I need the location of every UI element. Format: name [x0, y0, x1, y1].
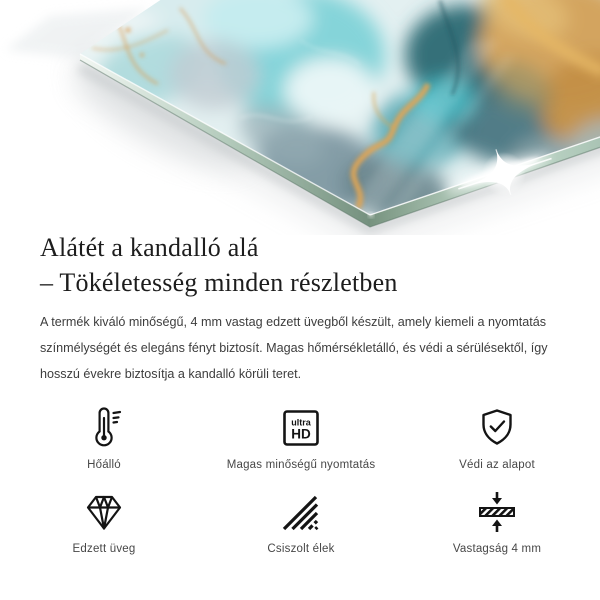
- feature-label: Védi az alapot: [459, 459, 535, 471]
- glass-hearth-pad-render: [0, 0, 600, 235]
- features-grid: [0, 404, 600, 556]
- feature-icon-box: [476, 404, 518, 452]
- feature-icon-box: [281, 404, 321, 452]
- feature-polished-edges: [208, 488, 394, 556]
- feature-label: Hőálló: [87, 459, 121, 471]
- title-line-1: Alátét a kandalló alá: [40, 233, 259, 262]
- description-line: színmélységét és elegáns fényt biztosít. Magas hőmérsékletálló, és védi a sérülésektől, így: [40, 341, 548, 355]
- ultra-hd-badge-line-1: ultra: [291, 417, 311, 428]
- feature-heat-resistant: [0, 404, 208, 472]
- polished-edges-icon: [281, 492, 321, 532]
- ultra-hd-badge-line-2: HD: [291, 426, 311, 442]
- title-line-2: – Tökéletesség minden részletben: [40, 267, 398, 297]
- diamond-icon: [82, 491, 126, 533]
- feature-icon-box: [82, 404, 126, 452]
- feature-label: Edzett üveg: [72, 543, 136, 555]
- feature-icon-box: [281, 488, 321, 536]
- description-line: hosszú évekre biztosítja a kandalló körüli teret.: [40, 367, 302, 381]
- feature-label: Csiszolt élek: [267, 543, 335, 555]
- thermometer-icon: [82, 405, 126, 451]
- feature-protects-base: [394, 404, 600, 472]
- corner-glint: [369, 213, 373, 217]
- product-image: [0, 0, 600, 235]
- feature-icon-box: [475, 488, 519, 536]
- feature-print-quality: [208, 404, 394, 472]
- feature-label: Vastagság 4 mm: [452, 543, 542, 555]
- ultra-hd-icon: [281, 408, 321, 448]
- feature-icon-box: [82, 488, 126, 536]
- product-description: [40, 309, 548, 387]
- shield-check-icon: [476, 407, 518, 449]
- feature-tempered-glass: [0, 488, 208, 556]
- thickness-icon: [475, 489, 519, 535]
- feature-thickness: [394, 488, 600, 556]
- description-line: A termék kiváló minőségű, 4 mm vastag edzett üvegből készült, amely kiemeli a nyomtatás: [40, 315, 547, 329]
- section-title: [40, 231, 398, 300]
- feature-label: Magas minőségű nyomtatás: [226, 459, 376, 471]
